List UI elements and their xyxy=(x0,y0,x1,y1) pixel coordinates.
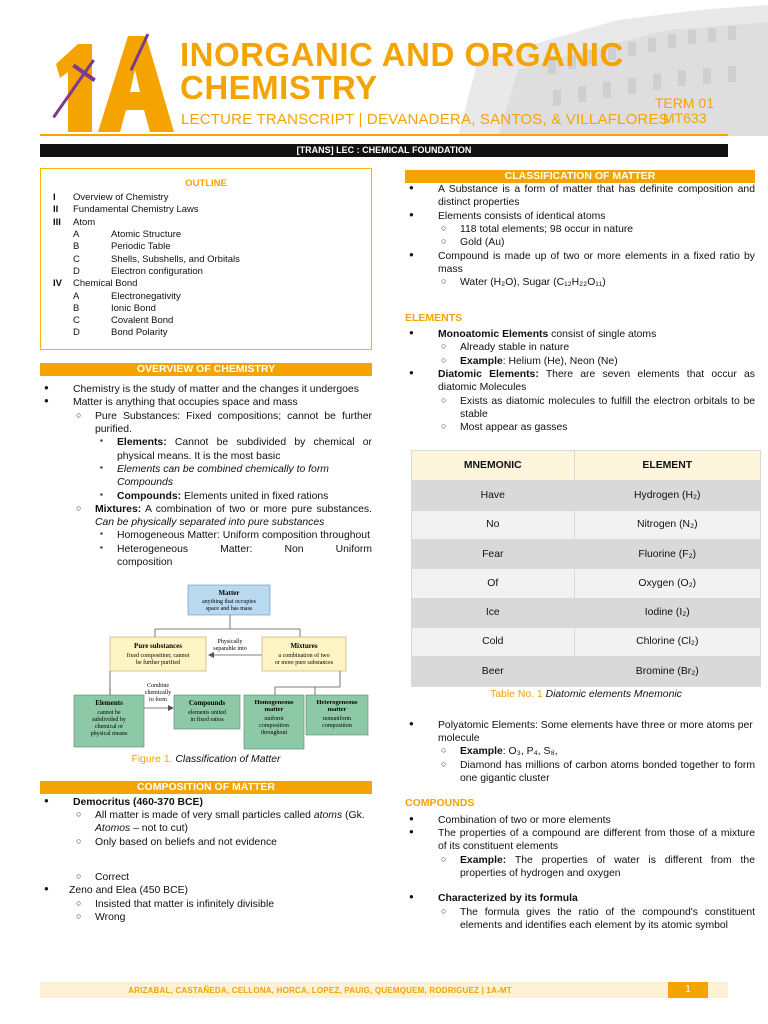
outline-item-number: C xyxy=(73,315,80,327)
page-number: 1 xyxy=(668,982,708,998)
element-cell: Nitrogen (N₂) xyxy=(574,510,761,539)
list-item xyxy=(405,745,755,758)
right-column xyxy=(405,170,755,932)
mnemonic-cell: Cold xyxy=(412,627,575,656)
term-text: Cannot be subdivided by chemical or physical means. It is the most basic xyxy=(117,437,372,462)
element-cell: Iodine (I₂) xyxy=(574,598,761,627)
element-cell: Hydrogen (H₂) xyxy=(574,481,761,510)
figure-homogeneous-title: Homogeneous xyxy=(254,699,294,707)
mnemonic-table xyxy=(411,450,761,686)
outline-item-number: D xyxy=(73,265,80,277)
outline-item xyxy=(53,266,359,278)
figure-combine-label: Combine xyxy=(147,683,169,690)
outline-item xyxy=(53,192,359,204)
figure-caption-text: Classification of Matter xyxy=(175,754,281,766)
list-item xyxy=(40,436,372,463)
figure-matter-title: Matter xyxy=(218,589,240,598)
term-text: The properties of water is different from the properties of hydrogen and oxygen xyxy=(460,854,755,880)
list-item: ○ Diamond has millions of carbon atoms bonded together to form one gigantic cluster xyxy=(405,759,755,786)
list-item: ● Democritus (460-370 BCE) xyxy=(40,796,372,809)
term-label: Example xyxy=(460,355,503,367)
outline-item xyxy=(53,204,359,216)
list-item: ▪ Homogeneous Matter: Uniform composition throughout xyxy=(40,529,372,542)
figure-compounds-title: Compounds xyxy=(188,699,226,708)
figure-heterogeneous-title: matter xyxy=(327,706,347,714)
figure-elements-desc: cannot be xyxy=(97,710,121,717)
term-text: consist of single atoms xyxy=(548,328,657,340)
list-item: ● Elements consists of identical atoms xyxy=(405,210,755,223)
figure-physically-label: separable into xyxy=(213,646,247,653)
footer-authors: ARIZABAL, CASTAÑEDA, CELLONA, HORCA, LOPEZ, PAUIG, QUEMQUEM, RODRIGUEZ | 1A-MT xyxy=(128,986,512,995)
header-divider xyxy=(40,134,728,136)
figure-mixtures-title: Mixtures xyxy=(290,642,318,651)
section-classification-title: CLASSIFICATION OF MATTER xyxy=(405,170,755,183)
list-item: ▪ Heterogeneous Matter: Non Uniform composition xyxy=(40,543,372,570)
page-footer xyxy=(40,982,728,998)
outline-item xyxy=(53,229,359,241)
list-item: ○ Pure Substances: Fixed compositions; cannot be further purified. xyxy=(40,410,372,437)
term-text: There are seven elements that occur as diatomic Molecules xyxy=(438,368,755,394)
figure-mixtures-desc: a combination of two xyxy=(278,653,330,660)
outline-item-label: Atom xyxy=(73,216,96,228)
outline-item xyxy=(53,303,359,315)
outline-list xyxy=(53,192,359,340)
mnemonic-cell: Fear xyxy=(412,540,575,569)
document-title xyxy=(180,38,624,104)
list-item: ○ Only based on beliefs and not evidence xyxy=(40,836,372,849)
figure-homogeneous-title: matter xyxy=(264,706,284,714)
table-caption xyxy=(405,688,767,701)
figure-homogeneous-desc: uniform xyxy=(264,716,284,723)
figure-pure-desc: be further purified xyxy=(136,660,180,667)
list-item: ○ Exists as diatomic molecules to fulfill the electron orbitals to be stable xyxy=(405,395,755,422)
figure-mixtures-desc: or more pure substances xyxy=(274,660,334,667)
list-item: ○ Insisted that matter is infinitely divisible xyxy=(40,898,372,911)
table-caption-prefix: Table No. 1 xyxy=(490,688,546,700)
outline-item-number: B xyxy=(73,241,80,253)
figure-combine-label: to form xyxy=(149,697,167,704)
list-item xyxy=(40,490,372,503)
list-item xyxy=(405,355,755,368)
list-item: ○ Gold (Au) xyxy=(405,236,755,249)
text-fragment: – not to cut) xyxy=(130,823,188,835)
column-header-element: ELEMENT xyxy=(574,451,761,481)
outline-item-label: Chemical Bond xyxy=(73,278,138,290)
text-fragment: atoms xyxy=(313,810,343,821)
course-label: MT633 xyxy=(662,110,707,126)
left-column xyxy=(40,168,372,924)
list-item xyxy=(405,368,755,395)
figure-compounds-desc: elements united xyxy=(188,710,226,717)
1a-logo xyxy=(46,24,176,134)
outline-item-number: III xyxy=(53,216,61,228)
outline-item xyxy=(53,278,359,290)
term-course-label xyxy=(655,96,714,126)
outline-item-label: Electronegativity xyxy=(111,290,181,302)
outline-item-label: Covalent Bond xyxy=(111,315,174,327)
term-label: Elements: xyxy=(117,437,167,449)
figure-caption-prefix: Figure 1. xyxy=(131,754,176,766)
list-item: ● Combination of two or more elements xyxy=(405,814,755,827)
table-caption-text: Diatomic elements Mnemonic xyxy=(545,688,682,700)
title-line-2: CHEMISTRY xyxy=(180,69,378,106)
list-item: ● A Substance is a form of matter that has definite composition and distinct properties xyxy=(405,183,755,210)
outline-item xyxy=(53,291,359,303)
mnemonic-cell: Ice xyxy=(412,598,575,627)
figure-homogeneous-desc: composition xyxy=(259,723,289,730)
figure-matter-desc: anything that occupies xyxy=(202,599,256,606)
section-overview-title: OVERVIEW OF CHEMISTRY xyxy=(40,363,372,376)
outline-item-number: C xyxy=(73,253,80,265)
figure-matter-desc: space and has mass xyxy=(205,606,253,613)
element-cell: Chlorine (Cl₂) xyxy=(574,627,761,656)
figure-pure-desc: fixed composition; cannot xyxy=(126,653,190,660)
term-text: A combination of two or more pure substances. xyxy=(141,503,372,515)
term-text: : O₃, P₄, S₈, xyxy=(502,746,558,758)
figure-physically-label: Physically xyxy=(217,639,243,646)
table-row xyxy=(412,481,761,510)
outline-item-label: Fundamental Chemistry Laws xyxy=(73,204,199,216)
figure-elements-desc: physical means xyxy=(90,731,128,738)
table-row xyxy=(412,627,761,656)
list-item: ● Polyatomic Elements: Some elements have three or more atoms per molecule xyxy=(405,719,755,746)
outline-item-number: A xyxy=(73,290,80,302)
table-row xyxy=(412,569,761,598)
figure-heterogeneous-desc: nonuniform xyxy=(322,716,352,723)
term-label: Diatomic Elements: xyxy=(438,368,539,380)
list-item: ○ Already stable in nature xyxy=(405,341,755,354)
classification-list xyxy=(405,183,755,290)
list-item xyxy=(40,503,372,530)
list-item xyxy=(405,328,755,341)
term-label: Example: xyxy=(460,854,507,866)
transcript-topic-bar: [TRANS] LEC : CHEMICAL FOUNDATION xyxy=(40,144,728,157)
outline-item-label: Overview of Chemistry xyxy=(73,192,169,204)
document-subtitle: LECTURE TRANSCRIPT | DEVANADERA, SANTOS, & VILLAFLORES xyxy=(181,111,669,128)
polyatomic-list xyxy=(405,719,755,786)
page-header xyxy=(0,0,768,140)
term-text: : Helium (He), Neon (Ne) xyxy=(502,355,618,367)
list-item: ▪ Elements can be combined chemically to form Compounds xyxy=(40,463,372,490)
element-cell: Bromine (Br₂) xyxy=(574,657,761,686)
term-label: Compounds: xyxy=(117,490,182,502)
outline-item-label: Shells, Subshells, and Orbitals xyxy=(111,253,240,265)
list-item: ○ 118 total elements; 98 occur in nature xyxy=(405,223,755,236)
table-row xyxy=(412,540,761,569)
outline-item-number: II xyxy=(53,204,59,216)
outline-item-label: Periodic Table xyxy=(111,241,171,253)
figure-elements-desc: chemical or xyxy=(94,724,124,731)
outline-item-label: Atomic Structure xyxy=(111,229,182,241)
text-fragment: All matter is made of very small particles called xyxy=(95,810,314,821)
list-item: ○ The formula gives the ratio of the compound's constituent elements and identifies each element by its atomic symbol xyxy=(405,906,755,933)
title-line-1: INORGANIC AND ORGANIC xyxy=(180,36,624,73)
term-text: Elements united in fixed rations xyxy=(181,490,329,502)
figure-heterogeneous-title: Heterogeneous xyxy=(316,699,358,707)
outline-item-number: D xyxy=(73,327,80,339)
figure-compounds-desc: in fixed ratios xyxy=(190,717,224,724)
section-composition-title: COMPOSITION OF MATTER xyxy=(40,781,372,794)
term-label: Mixtures: xyxy=(95,503,142,515)
element-cell: Fluorine (F₂) xyxy=(574,540,761,569)
table-row xyxy=(412,510,761,539)
outline-title: OUTLINE xyxy=(185,178,227,189)
list-item: ● Matter is anything that occupies space and mass xyxy=(40,396,372,409)
outline-item xyxy=(53,241,359,253)
table-row xyxy=(412,598,761,627)
text-fragment: (Gk. xyxy=(342,810,365,821)
composition-list xyxy=(40,796,372,925)
list-item xyxy=(40,809,372,836)
list-item: ○ Most appear as gasses xyxy=(405,421,755,434)
classification-figure xyxy=(40,583,372,753)
figure-pure-title: Pure substances xyxy=(134,642,182,651)
table-row xyxy=(412,657,761,686)
outline-item xyxy=(53,254,359,266)
outline-item-label: Electron configuration xyxy=(111,265,203,277)
list-item: ● Zeno and Elea (450 BCE) xyxy=(40,884,372,897)
mnemonic-cell: Of xyxy=(412,569,575,598)
compounds-list xyxy=(405,814,755,933)
mnemonic-cell: No xyxy=(412,510,575,539)
term-label: TERM 01 xyxy=(654,95,714,111)
list-item: ○ Wrong xyxy=(40,911,372,924)
element-cell: Oxygen (O₂) xyxy=(574,569,761,598)
outline-item-number: I xyxy=(53,192,56,204)
list-item: ● Chemistry is the study of matter and the changes it undergoes xyxy=(40,383,372,396)
list-item: ○ Water (H₂O), Sugar (C₁₂H₂₂O₁₁) xyxy=(405,276,755,289)
outline-box xyxy=(40,168,372,350)
elements-list xyxy=(405,328,755,435)
section-compounds-title: COMPOUNDS xyxy=(405,797,475,810)
term-label: Monoatomic Elements xyxy=(438,328,549,340)
outline-item-label: Ionic Bond xyxy=(111,302,156,314)
list-item: ● Compound is made up of two or more elements in a fixed ratio by mass xyxy=(405,250,755,277)
outline-item xyxy=(53,315,359,327)
mnemonic-table-body xyxy=(412,481,761,686)
list-item: ○ Correct xyxy=(40,871,372,884)
list-item xyxy=(405,854,755,881)
list-item: ● Characterized by its formula xyxy=(405,892,755,905)
list-item: ● The properties of a compound are different from those of a mixture of its constituent elements xyxy=(405,827,755,854)
outline-item-number: A xyxy=(73,229,80,241)
outline-item xyxy=(53,327,359,339)
figure-elements-desc: subdivided by xyxy=(92,717,126,724)
mnemonic-cell: Have xyxy=(412,481,575,510)
text-fragment: Atomos xyxy=(95,823,131,835)
mnemonic-cell: Beer xyxy=(412,657,575,686)
table-header-row xyxy=(412,451,761,481)
figure-homogeneous-desc: throughout xyxy=(260,730,288,737)
overview-list xyxy=(40,383,372,569)
outline-item xyxy=(53,217,359,229)
outline-item-number: IV xyxy=(53,278,62,290)
outline-item-number: B xyxy=(73,302,80,314)
outline-item-label: Bond Polarity xyxy=(111,327,168,339)
section-elements-title: ELEMENTS xyxy=(405,311,463,324)
term-label: Example xyxy=(460,746,503,758)
figure-elements-title: Elements xyxy=(95,699,123,708)
figure-caption xyxy=(40,753,372,766)
figure-combine-label: chemically xyxy=(144,690,172,697)
figure-heterogeneous-desc: composition xyxy=(322,723,352,730)
column-header-mnemonic: MNEMONIC xyxy=(412,451,575,481)
term-italic-text: Can be physically separated into pure substances xyxy=(95,517,325,529)
